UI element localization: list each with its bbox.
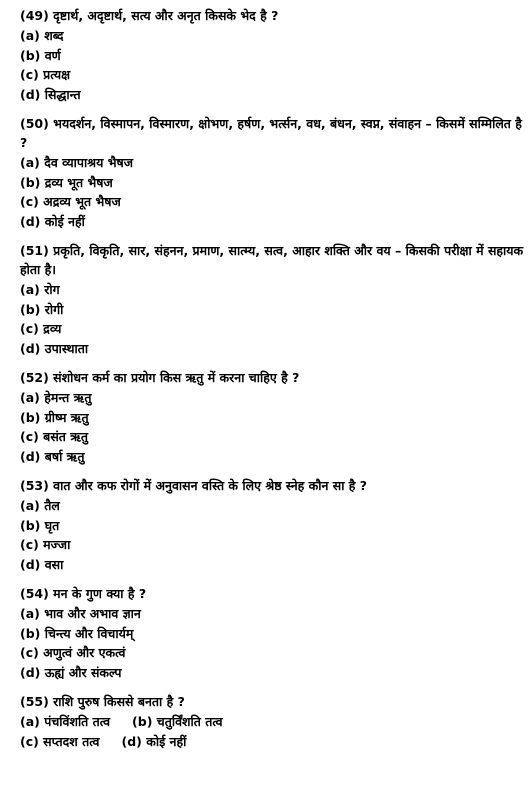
question-52 xyxy=(20,368,525,466)
option-c: (c) बसंत ऋतु xyxy=(20,429,89,444)
option-row xyxy=(20,732,525,752)
question-51 xyxy=(20,241,525,358)
option-b: (b) घृत xyxy=(20,517,60,533)
option-b: (b) ग्रीष्म ऋतु xyxy=(20,409,89,425)
option-b: (b) वर्ण xyxy=(20,47,61,63)
question-text: (54) मन के गुण क्या है ? xyxy=(20,586,147,601)
option-c: (c) प्रत्यक्ष xyxy=(20,67,71,82)
question-49 xyxy=(20,6,525,104)
option-b: (b) द्रव्य भूत भैषज xyxy=(20,174,113,190)
option-d: (d) उपास्थाता xyxy=(20,340,89,356)
option-a: (a) तैल xyxy=(20,498,60,513)
question-text: (55) राशि पुरुष किससे बनता है ? xyxy=(20,694,185,709)
question-50 xyxy=(20,114,525,231)
option-a: (a) पंचविंशति तत्व xyxy=(20,714,111,729)
option-c: (c) द्रव्य xyxy=(20,321,62,336)
question-55 xyxy=(20,692,525,751)
question-text: (49) दृष्टार्थ, अदृष्टार्थ, सत्य और अनृत किसके भेद है ? xyxy=(20,8,279,23)
option-d: (d) ऊह्यं और संकल्प xyxy=(20,664,122,680)
question-text: (51) प्रकृति, विकृति, सार, संहनन, प्रमाण, सात्म्य, सत्व, आहार शक्ति और वय – किसकी परीक्षा में सहायक होता है। xyxy=(20,243,524,277)
question-text: (53) वात और कफ रोगों में अनुवासन वस्ति के लिए श्रेष्ठ स्नेह कौन सा है ? xyxy=(20,478,368,493)
option-d: (d) कोई नहीं xyxy=(20,213,85,229)
option-c: (c) अणुत्वं और एकत्वं xyxy=(20,645,126,660)
option-a: (a) दैव व्यापाश्रय भैषज xyxy=(20,155,133,170)
option-a: (a) रोग xyxy=(20,282,60,297)
option-b: (b) चतुर्विंशति तत्व xyxy=(132,714,223,729)
option-b: (b) रोगी xyxy=(20,301,64,317)
option-d: (d) सिद्धान्त xyxy=(20,86,81,102)
option-row xyxy=(20,712,525,732)
option-d: (d) कोई नहीं xyxy=(121,733,187,749)
question-text: (52) संशोधन कर्म का प्रयोग किस ऋतु में करना चाहिए है ? xyxy=(20,370,300,385)
option-a: (a) भाव और अभाव ज्ञान xyxy=(20,606,141,621)
option-b: (b) चिन्त्य और विचार्यम् xyxy=(20,625,134,641)
question-text: (50) भयदर्शन, विस्मापन, विस्मारण, क्षोभण, हर्षण, भर्त्सन, वध, बंधन, स्वप्न, संवाहन – किसमें सम्मिलित है ? xyxy=(20,116,522,150)
question-53 xyxy=(20,476,525,574)
option-c: (c) सप्तदश तत्व xyxy=(20,733,100,749)
question-54 xyxy=(20,584,525,682)
option-c: (c) मज्जा xyxy=(20,537,71,552)
option-d: (d) बर्षा ऋतु xyxy=(20,448,85,464)
option-a: (a) हेमन्त ऋतु xyxy=(20,390,92,405)
option-a: (a) शब्द xyxy=(20,28,64,43)
option-d: (d) वसा xyxy=(20,556,64,572)
option-c: (c) अद्रव्य भूत भैषज xyxy=(20,194,121,209)
